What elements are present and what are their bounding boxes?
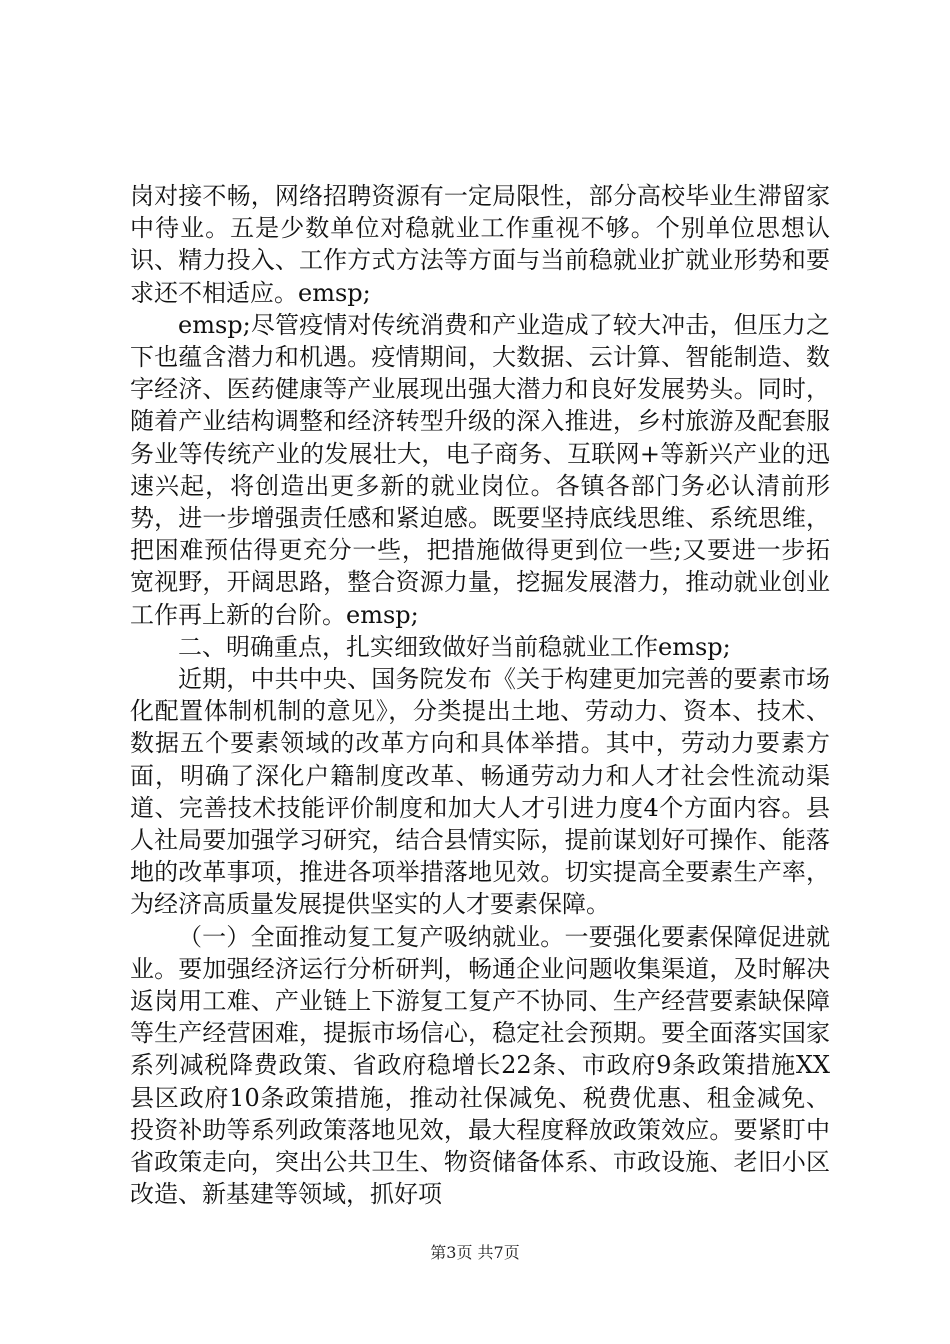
section-heading: 二、明确重点，扎实细致做好当前稳就业工作emsp; [178,632,731,661]
paragraph: 近期，中共中央、国务院发布《关于构建更加完善的要素市场化配置体制机制的意见》，分类提出土地、劳动力、资本、技术、数据五个要素领域的改革方向和具体举措。其中，劳动力要素方面，明确了深化户籍制度改革、畅通劳动力和人才社会性流动渠道、完善技术技能评价制度和加大人才引进力度4个方面内容。县人社局要加强学习研究，结合县情实际，提前谋划好可操作、能落地的改革事项，推进各项举措落地见效。切实提高全要素生产率，为经济高质量发展提供坚实的人才要素保障。 [130,665,830,919]
paragraph: （一）全面推动复工复产吸纳就业。一要强化要素保障促进就业。要加强经济运行分析研判，畅通企业问题收集渠道，及时解决返岗用工难、产业链上下游复工复产不协同、生产经营要素缺保障等生产经营困难，提振市场信心，稳定社会预期。要全面落实国家系列减税降费政策、省政府稳增长22条、市政府9条政策措施XX县区政府10条政策措施，推动社保减免、税费优惠、租金减免、投资补助等系列政策落地见效，最大程度释放政策效应。要紧盯中省政策走向，突出公共卫生、物资储备体系、市政设施、老旧小区改造、新基建等领域，抓好项 [130,922,830,1209]
paragraph-continuation: 岗对接不畅，网络招聘资源有一定局限性，部分高校毕业生滞留家中待业。五是少数单位对稳就业工作重视不够。个别单位思想认识、精力投入、工作方式方法等方面与当前稳就业扩就业形势和要求还不相适应。emsp; [130,182,830,307]
page-number: 第3页 共7页 [430,1243,520,1262]
paragraph: emsp;尽管疫情对传统消费和产业造成了较大冲击，但压力之下也蕴含潜力和机遇。疫情期间，大数据、云计算、智能制造、数字经济、医药健康等产业展现出强大潜力和良好发展势头。同时，随着产业结构调整和经济转型升级的深入推进，乡村旅游及配套服务业等传统产业的发展壮大，电子商务、互联网+等新兴产业的迅速兴起，将创造出更多新的就业岗位。各镇各部门务必认清前形势，进一步增强责任感和紧迫感。既要坚持底线思维、系统思维，把困难预估得更充分一些，把措施做得更到位一些;又要进一步拓宽视野，开阔思路，整合资源力量，挖掘发展潜力，推动就业创业工作再上新的台阶。emsp; [130,310,830,629]
document-body [130,180,830,1211]
